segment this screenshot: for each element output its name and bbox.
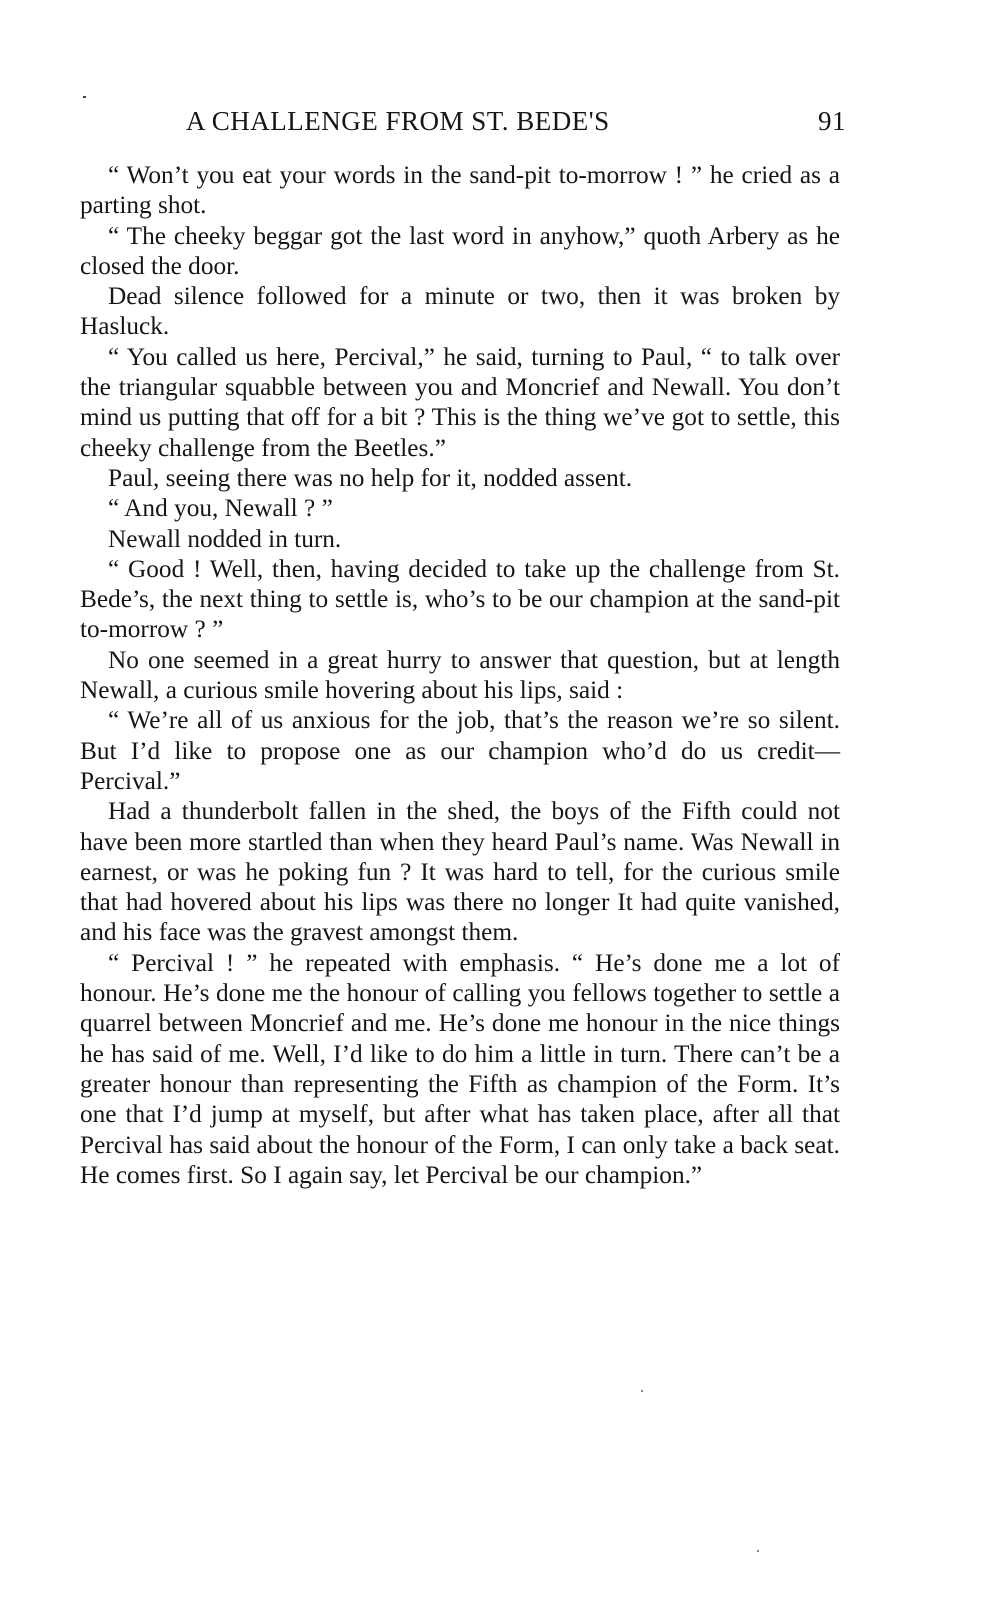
paragraph: “ You called us here, Percival,” he said, turning to Paul, “ to talk over the triangular squabble between you and Moncrief and Newall. You don’t mind us putting that off for a bit ? This is the thing we’ve got to settle, this cheeky challenge from the Beetles.” — [80, 342, 840, 462]
paragraph: Dead silence followed for a minute or two, then it was broken by Hasluck. — [80, 282, 840, 341]
stray-print-dot — [757, 1550, 759, 1552]
paragraph: “ Good ! Well, then, having decided to take up the challenge from St. Bede’s, the next thing to settle is, who’s to be our champion at the sand-pit to-morrow ? ” — [80, 554, 840, 644]
paragraph: Newall nodded in turn. — [108, 524, 342, 553]
body-text — [80, 160, 840, 1190]
stray-print-dot — [641, 1390, 643, 1392]
running-head — [80, 102, 846, 142]
page-number: 91 — [818, 106, 846, 136]
running-title: A CHALLENGE FROM ST. BEDE'S — [186, 106, 610, 136]
book-page — [80, 102, 846, 1190]
stray-print-mark — [83, 96, 86, 98]
paragraph: “ We’re all of us anxious for the job, that’s the reason we’re so silent. But I’d like to propose one as our champion who’d do us credit—Percival.” — [80, 706, 840, 795]
paragraph: No one seemed in a great hurry to answer that question, but at length Newall, a curious smile hovering about his lips, said : — [80, 645, 840, 705]
paragraph: “ Percival ! ” he repeated with emphasis. “ He’s done me a lot of honour. He’s done me the honour of calling you fellows together to settle a quarrel between Moncrief and me. He’s done me honour in the nice things he has said of me. Well, I’d like to do him a little in turn. There can’t be a greater honour than representing the Fifth as champion of the Form. It’s one that I’d jump at myself, but after what has taken place, after all that Percival has said about the honour of the Form, I can only take a back seat. He comes first. So I again say, let Percival be our champion.” — [80, 948, 840, 1189]
paragraph: “ Won’t you eat your words in the sand-pit to-morrow ! ” he cried as a parting shot. — [80, 161, 840, 220]
paragraph: Had a thunderbolt fallen in the shed, the boys of the Fifth could not have been more startled than when they heard Paul’s name. Was Newall in earnest, or was he poking fun ? It was hard to tell, for the curious smile that had hovered about his lips was there no longer It had quite vanished, and his face was the gravest amongst them. — [80, 797, 840, 947]
paragraph: “ And you, Newall ? ” — [108, 494, 333, 523]
paragraph: Paul, seeing there was no help for it, nodded assent. — [108, 463, 633, 492]
paragraph: “ The cheeky beggar got the last word in anyhow,” quoth Arbery as he closed the door. — [80, 221, 840, 280]
